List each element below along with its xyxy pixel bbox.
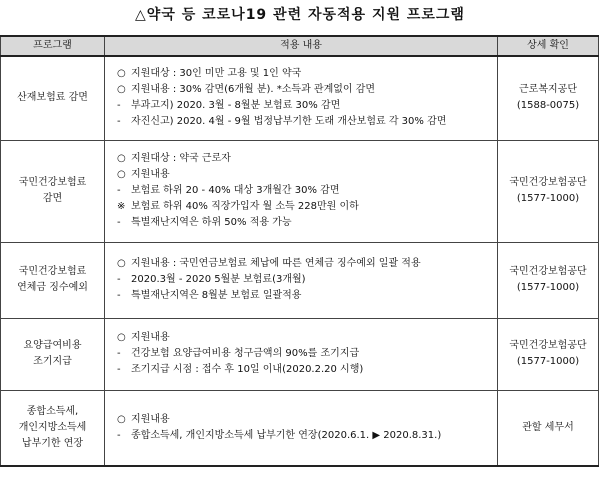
- bullet-mark: ○: [117, 332, 126, 343]
- content-line: ○ 지원내용: [117, 412, 493, 428]
- document-title: △약국 등 코로나19 관련 자동적용 지원 프로그램: [135, 7, 465, 23]
- content-line: ○ 지원내용: [117, 330, 493, 346]
- info-cell: [498, 140, 599, 242]
- info-cell: [498, 242, 599, 318]
- program-name: 연체금 징수예외: [17, 282, 88, 293]
- program-name: 국민건강보험료: [18, 177, 87, 188]
- dash-mark: -: [117, 185, 121, 196]
- table-row: [1, 390, 599, 466]
- dash-mark: -: [117, 274, 121, 285]
- content-line: - 부과고지) 2020. 3월 - 8월분 보험료 30% 감면: [117, 98, 493, 114]
- program-cell: [1, 140, 105, 242]
- content-line: ○ 지원내용 : 국민연금보험료 체납에 따른 연체금 징수예외 일괄 적용: [117, 256, 493, 272]
- agency-phone: (1588-0075): [516, 100, 580, 112]
- program-name: 요양급여비용: [23, 340, 82, 351]
- program-cell: [1, 242, 105, 318]
- content-cell: [105, 56, 498, 140]
- content-line: ○ 지원내용: [117, 167, 493, 183]
- dash-mark: -: [117, 348, 121, 359]
- dash-mark: -: [117, 217, 121, 228]
- content-line: - 조기지급 시점 : 접수 후 10일 이내(2020.2.20 시행): [117, 362, 493, 378]
- header-program: 프로그램: [1, 36, 105, 56]
- agency-name: 국민건강보험공단: [509, 177, 587, 188]
- header-info: 상세 확인: [498, 36, 599, 56]
- note-mark: ※: [117, 201, 126, 212]
- content-line: ○ 지원대상 : 30인 미만 고용 및 1인 약국: [117, 66, 493, 82]
- content-line: - 종합소득세, 개인지방소득세 납부기한 연장(2020.6.1. ▶ 2020.8.31.): [117, 428, 493, 444]
- program-name: 납부기한 연장: [21, 437, 84, 449]
- content-line: ○ 지원대상 : 약국 근로자: [117, 151, 493, 167]
- bullet-mark: ○: [117, 169, 126, 180]
- bullet-mark: ○: [117, 413, 126, 425]
- header-content: 적용 내용: [105, 36, 498, 56]
- bullet-mark: ○: [117, 84, 126, 96]
- content-line: - 특별재난지역은 8월분 보험료 일괄적용: [117, 288, 493, 304]
- content-cell: [105, 140, 498, 242]
- program-name: 감면: [42, 193, 63, 204]
- table-row: [1, 318, 599, 390]
- program-cell: [1, 56, 105, 140]
- agency-phone: (1577-1000): [516, 282, 580, 293]
- info-cell: [498, 390, 599, 466]
- agency-name: 국민건강보험공단: [509, 266, 587, 277]
- content-line: - 특별재난지역은 하위 50% 적용 가능: [117, 215, 493, 231]
- program-name: 종합소득세,: [26, 405, 79, 417]
- content-cell: [105, 242, 498, 318]
- dash-mark: -: [117, 364, 121, 375]
- program-name: 조기지급: [33, 356, 72, 367]
- info-cell: [498, 318, 599, 390]
- dash-mark: -: [117, 100, 121, 112]
- dash-mark: -: [117, 429, 121, 441]
- content-line: - 2020.3월 - 2020 5월분 보험료(3개월): [117, 272, 493, 288]
- agency-phone: (1577-1000): [516, 356, 580, 367]
- bullet-mark: ○: [117, 258, 126, 269]
- content-cell: [105, 390, 498, 466]
- content-line: ※ 보험료 하위 40% 직장가입자 월 소득 228만원 이하: [117, 199, 493, 215]
- content-cell: [105, 318, 498, 390]
- content-line: ○ 지원내용 : 30% 감면(6개월 분). *소득과 관계없이 감면: [117, 82, 493, 98]
- support-program-table: [0, 35, 599, 467]
- table-header-row: [1, 36, 599, 56]
- dash-mark: -: [117, 290, 121, 301]
- content-line: - 자진신고) 2020. 4월 - 9월 법정납부기한 도래 개산보험료 각 30% 감면: [117, 114, 493, 130]
- info-cell: [498, 56, 599, 140]
- table-row: [1, 242, 599, 318]
- program-cell: [1, 318, 105, 390]
- bullet-mark: ○: [117, 153, 126, 164]
- dash-mark: -: [117, 116, 121, 128]
- program-name: 개인지방소득세: [18, 421, 87, 433]
- table-row: [1, 56, 599, 140]
- agency-name: 국민건강보험공단: [509, 340, 587, 351]
- content-line: - 건강보험 요양급여비용 청구금액의 90%를 조기지급: [117, 346, 493, 362]
- content-line: - 보험료 하위 20 - 40% 대상 3개월간 30% 감면: [117, 183, 493, 199]
- program-cell: [1, 390, 105, 466]
- agency-name: 관할 세무서: [522, 421, 574, 433]
- program-name: 국민건강보험료: [18, 266, 87, 277]
- table-row: [1, 140, 599, 242]
- program-name: 산재보험료 감면: [17, 92, 88, 104]
- bullet-mark: ○: [117, 68, 126, 80]
- agency-name: 근로복지공단: [519, 84, 577, 96]
- agency-phone: (1577-1000): [516, 193, 580, 204]
